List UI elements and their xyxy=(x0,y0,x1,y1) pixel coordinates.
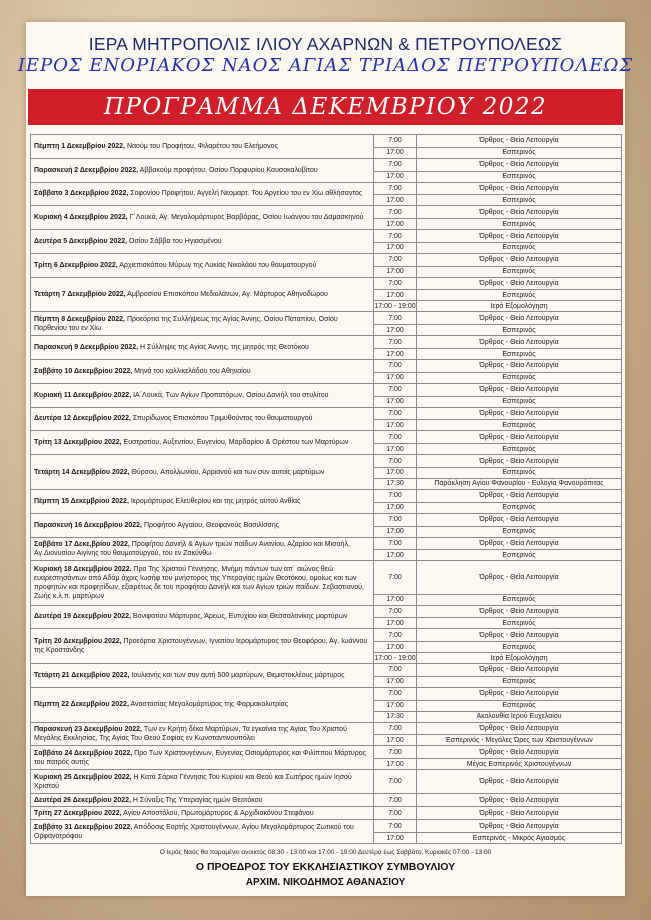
service-name: Όρθρος - Θεία Λειτουργία xyxy=(417,277,622,290)
service-name: Όρθρος - Θεία Λειτουργία xyxy=(417,158,622,171)
day-date: Παρασκευή 2 Δεκεμβρίου 2022, xyxy=(34,166,139,174)
day-description xyxy=(31,722,374,746)
service-time: 7:00 xyxy=(374,277,417,290)
service-name: Ιερά Εξομολόγηση xyxy=(417,301,622,312)
day-description xyxy=(31,206,374,230)
schedule-row xyxy=(31,687,622,700)
service-name: Όρθρος - Θεία Λειτουργία xyxy=(417,561,622,594)
schedule-row xyxy=(31,455,622,468)
service-time: 7:00 xyxy=(374,206,417,219)
day-date: Δευτέρα 12 Δεκεμβρίου 2022, xyxy=(34,415,131,423)
service-time: 7:00 xyxy=(374,537,417,550)
day-date: Σαββάτο 10 Δεκεμβρίου 2022, xyxy=(34,367,133,375)
service-time: 17:00 xyxy=(374,147,417,158)
service-time: 17:00 xyxy=(374,396,417,407)
day-feast: Ευστρατίου, Αυξεντίου, Ευγενίου, Μαρδαρίου & Ορέστου των Μαρτύρων xyxy=(121,439,349,447)
day-description xyxy=(31,513,374,537)
service-name: Όρθρος - Θεία Λειτουργία xyxy=(417,407,622,420)
day-feast: Των εν Κρήτη δέκα Μαρτύρων, Τα εγκαίνια της Αγίας Του Χριστού Μεγάλης Εκκλησίας, Της Αγίας Του Θεού Σοφίας εν Κωνσταντινουπόλει xyxy=(34,726,347,743)
service-time: 7:00 xyxy=(374,489,417,502)
service-name: Εσπερινός xyxy=(417,396,622,407)
day-feast: Μηνά του καλλικελάδου του Αθηναίου xyxy=(132,367,251,375)
day-date: Τετάρτη 14 Δεκεμβρίου 2022, xyxy=(34,468,130,476)
day-feast: Αρχιεπισκόπου Μύρων της Λυκίας Νικολάου του θαυματουργού xyxy=(117,261,317,269)
day-date: Πέμπτη 15 Δεκεμβρίου 2022, xyxy=(34,497,129,505)
service-name: Όρθρος - Θεία Λειτουργία xyxy=(417,206,622,219)
service-time: 7:00 xyxy=(374,513,417,526)
service-name: Όρθρος - Θεία Λειτουργία xyxy=(417,336,622,349)
schedule-row xyxy=(31,206,622,219)
service-time: 7:00 xyxy=(374,431,417,444)
service-time: 17:00 xyxy=(374,420,417,431)
service-time: 17:00 xyxy=(374,642,417,653)
day-feast: Αββακούμ προφήτου, Οσίου Πορφυρίου Καυσοκαλυβίτου xyxy=(138,166,318,174)
service-name: Όρθρος - Θεία Λειτουργία xyxy=(417,605,622,618)
service-time: 17:00 xyxy=(374,502,417,513)
service-name: Όρθρος - Θεία Λειτουργία xyxy=(417,489,622,502)
service-time: 7:00 xyxy=(374,746,417,759)
service-name: Εσπερινός xyxy=(417,550,622,561)
church-heading: ΙΕΡΟΣ ΕΝΟΡΙΑΚΟΣ ΝΑΟΣ ΑΓΙΑΣ ΤΡΙΑΔΟΣ ΠΕΤΡΟΥΠΟΛΕΩΣ xyxy=(17,55,634,76)
service-name: Εσπερινός xyxy=(417,195,622,206)
day-feast: Προ Των Χριστουγέννων, Ευγενίας Οσιομάρτυρος και Φιλίππου Μάρτυρος του πατρός αυτής xyxy=(34,749,366,766)
service-time: 17:00 xyxy=(374,266,417,277)
day-date: Κυριακή 25 Δεκεμβρίου 2022, xyxy=(34,773,132,781)
day-date: Τρίτη 13 Δεκεμβρίου 2022, xyxy=(34,439,122,447)
service-time: 7:00 xyxy=(374,605,417,618)
service-time: 7:00 xyxy=(374,336,417,349)
day-feast: Σοφονίου Προφήτου, Αγγελή Νεομαρτ. Του Αργείου του εν Χίω αθλήσαντος xyxy=(128,190,363,198)
day-feast: Η Κατά Σάρκα Γέννησις Του Κυρίου και Θεού και Σωτήρος ημών Ιησού Χριστού xyxy=(34,773,352,790)
service-name: Όρθρος - Θεία Λειτουργία xyxy=(417,182,622,195)
service-time: 7:00 xyxy=(374,664,417,677)
service-time: 17:00 xyxy=(374,676,417,687)
day-date: Τρίτη 20 Δεκεμβρίου 2022, xyxy=(34,638,122,646)
day-feast: Προ Της Χριστού Γέννησης. Μνήμη πάντων των απ᾽ αιώνος θεώ ευαρεστησάντων από Αδάμ άχρις Ιωσήφ του μνήστορος της Υπεραγίας ημών Θεοτόκου, ομοίως και των προφητών και προφητίδων, εξαιρέτως δε του προφήτου Δανιήλ και των Αγίων τριών παίδων. Σεβαστιανού, Ζωής κ.λ.π. μαρτύρων xyxy=(34,565,364,600)
day-description xyxy=(31,383,374,407)
service-time: 17:00 xyxy=(374,171,417,182)
service-time: 7:00 xyxy=(374,687,417,700)
schedule-row xyxy=(31,431,622,444)
day-description xyxy=(31,455,374,490)
schedule-row xyxy=(31,722,622,735)
service-time: 17:00 xyxy=(374,290,417,301)
service-time: 7:00 xyxy=(374,158,417,171)
service-name: Όρθρος - Θεία Λειτουργία xyxy=(417,820,622,833)
service-time: 7:00 xyxy=(374,722,417,735)
service-time: 17:00 xyxy=(374,735,417,746)
service-time: 17:00 xyxy=(374,618,417,629)
day-date: Πέμπτη 22 Δεκεμβρίου 2022, xyxy=(34,701,129,709)
service-name: Εσπερινός xyxy=(417,676,622,687)
day-date: Πέμπτη 8 Δεκεμβρίου 2022, xyxy=(34,315,125,323)
service-time: 7:00 xyxy=(374,794,417,807)
service-time: 7:00 xyxy=(374,820,417,833)
schedule-row xyxy=(31,277,622,290)
service-time: 17:30 xyxy=(374,711,417,722)
service-time: 7:00 xyxy=(374,407,417,420)
service-time: 7:00 xyxy=(374,253,417,266)
day-description xyxy=(31,135,374,159)
service-time: 17:00 xyxy=(374,833,417,844)
day-feast: Απόδοσις Εορτής Χριστουγέννων, Αγίου Μεγαλομάρτυρος Ζωτικού του Ορφανοτρόφου xyxy=(34,823,354,840)
schedule-row xyxy=(31,770,622,794)
day-description xyxy=(31,561,374,605)
day-date: Σαββάτο 31 Δεκεμβρίου 2022, xyxy=(34,823,133,831)
schedule-row xyxy=(31,360,622,373)
day-description xyxy=(31,360,374,384)
day-date: Σαββάτο 24 Δεκεμβρίου 2022, xyxy=(34,749,133,757)
opening-hours-note: Ο Ιερός Ναός θα παραμένει ανοικτός 08:30 - 13:00 και 17:00 - 19:00 Δευτέρα έως Σαββάτο, Κυριακές 07:00 - 13:00 xyxy=(159,849,492,856)
service-time: 17:00 xyxy=(374,325,417,336)
day-date: Τρίτη 27 Δεκεμβρίου 2022, xyxy=(34,809,122,817)
day-date: Πέμπτη 1 Δεκεμβρίου 2022, xyxy=(34,142,125,150)
schedule-row xyxy=(31,312,622,325)
service-time: 17:00 xyxy=(374,372,417,383)
service-name: Όρθρος - Θεία Λειτουργία xyxy=(417,455,622,468)
service-name: Όρθρος - Θεία Λειτουργία xyxy=(417,722,622,735)
day-description xyxy=(31,489,374,513)
day-date: Κυριακή 18 Δεκεμβρίου 2022. xyxy=(34,565,132,573)
metropolis-heading: ΙΕΡΑ ΜΗΤΡΟΠΟΛΙΣ ΙΛΙΟΥ ΑΧΑΡΝΩΝ & ΠΕΤΡΟΥΠΟΛΕΩΣ xyxy=(88,34,563,54)
service-name: Εσπερινός xyxy=(417,618,622,629)
schedule-row xyxy=(31,383,622,396)
day-feast: Θύρσου, Απολλωνίου, Αρριανού και των συν αυτοίς μαρτύρων xyxy=(129,468,325,476)
day-feast: Προφήτου Αγγαίου, Θεοφανούς Βασιλίσσης xyxy=(142,521,280,529)
schedule-row xyxy=(31,135,622,148)
signature-name: ΑΡΧΙΜ. ΝΙΚΟΔΗΜΟΣ ΑΘΑΝΑΣΙΟΥ xyxy=(245,877,406,888)
schedule-row xyxy=(31,230,622,243)
schedule-table xyxy=(30,134,622,844)
day-feast: Προεόρτια της Συλλήψεως της Αγίας Άννης, Οσίου Παταπίου, Οσίου Παρθενίου του εν Χίω xyxy=(34,315,338,332)
service-time: 17:00 - 19:00 xyxy=(374,302,416,310)
service-time: 17:00 xyxy=(374,594,417,605)
day-description xyxy=(31,431,374,455)
service-name: Όρθρος - Θεία Λειτουργία xyxy=(417,135,622,148)
schedule-row xyxy=(31,489,622,502)
service-name: Όρθρος - Θεία Λειτουργία xyxy=(417,513,622,526)
day-description xyxy=(31,746,374,770)
schedule-row xyxy=(31,158,622,171)
service-name: Εσπερινός xyxy=(417,372,622,383)
service-time: 17:00 xyxy=(374,195,417,206)
day-description xyxy=(31,687,374,722)
service-name: Όρθρος - Θεία Λειτουργία xyxy=(417,383,622,396)
day-description xyxy=(31,407,374,431)
schedule-row xyxy=(31,664,622,677)
day-description xyxy=(31,820,374,844)
service-name: Όρθρος - Θεία Λειτουργία xyxy=(417,629,622,642)
service-time: 7:00 xyxy=(374,312,417,325)
day-feast: Προφήτου Δανιήλ & Αγίων τριών παίδων Ανανίου, Αζαρίου και Μισαήλ, Αγ.Διονυσίου Αιγίνης του θαυματουργού, του εν Ζακύνθω xyxy=(34,540,350,557)
schedule-row xyxy=(31,746,622,759)
service-name: Εσπερινός xyxy=(417,526,622,537)
service-name: Εσπερινός xyxy=(417,266,622,277)
day-feast: Αναστασίας Μεγαλομάρτυρος της Φαρμακολυτρίας xyxy=(128,701,289,709)
service-time: 17:00 xyxy=(374,444,417,455)
day-description xyxy=(31,770,374,794)
day-date: Σάββατο 3 Δεκεμβρίου 2022, xyxy=(34,190,129,198)
service-time: 7:00 xyxy=(374,455,417,468)
service-name: Όρθρος - Θεία Λειτουργία xyxy=(417,794,622,807)
schedule-row xyxy=(31,336,622,349)
service-time: 17:00 xyxy=(374,219,417,230)
service-name: Μέγας Εσπερινός Χριστουγέννων xyxy=(417,759,622,770)
service-time: 7:00 xyxy=(374,360,417,373)
service-time: 7:00 xyxy=(374,230,417,243)
day-date: Τετάρτη 21 Δεκεμβρίου 2022, xyxy=(34,671,130,679)
service-name: Εσπερινός xyxy=(417,420,622,431)
day-feast: Αμβροσίου Επισκόπου Μεδιολάνων, Αγ. Μάρτυρος Αθηνοδώρου xyxy=(125,291,328,299)
day-description xyxy=(31,336,374,360)
schedule-row xyxy=(31,807,622,820)
day-feast: Ιουλιανής και των συν αυτή 500 μαρτύρων, Θεμιστοκλέους μάρτυρος xyxy=(129,671,345,679)
day-description xyxy=(31,794,374,807)
service-time: 17:00 xyxy=(374,759,417,770)
service-name: Ακολουθία Ιερού Ευχελαίου xyxy=(417,711,622,722)
day-date: Τετάρτη 7 Δεκεμβρίου 2022, xyxy=(34,291,126,299)
service-time: 7:00 xyxy=(374,182,417,195)
service-time: 17:30 xyxy=(374,478,417,489)
service-time: 7:00 xyxy=(374,561,417,594)
schedule-row xyxy=(31,182,622,195)
program-title-banner: ΠΡΟΓΡΑΜΜΑ ΔΕΚΕΜΒΡΙΟΥ 2022 xyxy=(28,89,623,125)
day-feast: Προεόρτια Χριστουγέννων, Ιγνατίου Ιερομάρτυρος του Θεοφόρου, Αγ. Ιωάννου της Κροστάνδης xyxy=(34,638,368,655)
service-time: 17:00 xyxy=(374,242,417,253)
day-feast: ΙΑ΄Λουκά, Των Αγίων Προπατόρων, Οσίου Δανιήλ του στυλίτου xyxy=(131,391,329,399)
service-time: 17:00 xyxy=(374,467,417,478)
day-date: Δευτέρα 26 Δεκεμβρίου 2022, xyxy=(34,796,131,804)
service-time: 7:00 xyxy=(374,383,417,396)
day-feast: Ιερομάρτυρος Ελευθερίου και της μητρός αυτού Ανθίας xyxy=(128,497,301,505)
day-feast: Οσίου Σάββα του Ηγιασμένου xyxy=(127,238,222,246)
service-name: Εσπερινός xyxy=(417,219,622,230)
service-name: Εσπερινός xyxy=(417,147,622,158)
day-description xyxy=(31,182,374,206)
day-date: Κυριακή 4 Δεκεμβρίου 2022, xyxy=(34,214,128,222)
service-name: Όρθρος - Θεία Λειτουργία xyxy=(417,770,622,794)
service-name: Ιερά Εξομολόγηση xyxy=(417,653,622,664)
service-name: Παράκληση Αγίου Φανουρίου - Ευλογία Φανουρόπιτας xyxy=(417,478,622,489)
service-name: Όρθρος - Θεία Λειτουργία xyxy=(417,807,622,820)
service-time: 7:00 xyxy=(374,770,417,794)
day-feast: Σπυρίδωνος Επισκόπου Τριμυθούντος του θαυματουργού xyxy=(130,415,313,423)
service-name: Εσπερινός xyxy=(417,467,622,478)
service-name: Όρθρος - Θεία Λειτουργία xyxy=(417,253,622,266)
day-date: Παρασκευή 23 Δεκεμβρίου 2022, xyxy=(34,726,142,734)
service-name: Εσπερινός xyxy=(417,349,622,360)
service-name: Εσπερινός xyxy=(417,290,622,301)
service-name: Εσπερινός xyxy=(417,444,622,455)
schedule-row xyxy=(31,561,622,594)
day-date: Σαββάτο 17 Δεκε,βρίου 2022, xyxy=(34,540,130,548)
day-description xyxy=(31,253,374,277)
service-name: Έσπερινός - Μεγάλες Ώρες των Χριστουγέννων xyxy=(417,735,622,746)
day-feast: Αγίου Αποστόλου, Πρωτομάρτυρος & Αρχιδιακόνου Στεφάνου xyxy=(121,809,314,817)
schedule-row xyxy=(31,605,622,618)
day-date: Παρασκευή 16 Δεκεμβρίου 2022, xyxy=(34,521,142,529)
service-name: Όρθρος - Θεία Λειτουργία xyxy=(417,360,622,373)
service-name: Εσπερινός xyxy=(417,242,622,253)
day-feast: Ναούμ του Προφήτου, Φιλαρέτου του Ελεήμονος xyxy=(125,142,278,150)
service-time: 17:00 xyxy=(374,550,417,561)
day-date: Δευτέρα 5 Δεκεμβρίου 2022, xyxy=(34,238,128,246)
day-description xyxy=(31,277,374,312)
service-name: Όρθρος - Θεία Λειτουργία xyxy=(417,431,622,444)
day-feast: Η Σύλληψις της Αγίας Άννης, της μητρός της Θεοτόκου xyxy=(138,344,309,352)
signature-title: Ο ΠΡΟΕΔΡΟΣ ΤΟΥ ΕΚΚΛΗΣΙΑΣΤΙΚΟΥ ΣΥΜΒΟΥΛΙΟΥ xyxy=(195,861,456,873)
day-description xyxy=(31,230,374,254)
schedule-row xyxy=(31,407,622,420)
service-name: Εσπερινός - Μικρός Αγιασμός xyxy=(417,833,622,844)
service-name: Εσπερινός xyxy=(417,700,622,711)
day-description xyxy=(31,312,374,336)
schedule-row xyxy=(31,794,622,807)
day-feast: Γ΄Λουκά, Αγ. Μεγαλομάρτυρος Βαρβάρας, Οσίου Ιωάννου του Δαμασκηνού xyxy=(127,214,364,222)
service-name: Εσπερινός xyxy=(417,325,622,336)
service-time: 7:00 xyxy=(374,629,417,642)
day-description xyxy=(31,629,374,664)
day-description xyxy=(31,807,374,820)
service-time: 17:00 xyxy=(374,349,417,360)
day-date: Δευτέρα 19 Δεκεμβρίου 2022, xyxy=(34,613,131,621)
schedule-row xyxy=(31,537,622,550)
day-description xyxy=(31,537,374,561)
schedule-row xyxy=(31,253,622,266)
schedule-row xyxy=(31,820,622,833)
service-name: Όρθρος - Θεία Λειτουργία xyxy=(417,664,622,677)
service-time: 17:00 - 19:00 xyxy=(374,654,416,662)
service-name: Εσπερινός xyxy=(417,171,622,182)
service-time: 17:00 xyxy=(374,700,417,711)
service-name: Εσπερινός xyxy=(417,594,622,605)
day-date: Κυριακή 11 Δεκεμβρίου 2022, xyxy=(34,391,132,399)
day-description xyxy=(31,664,374,688)
day-feast: Η Σύναξις Της Υπεραγίας ημών Θεοτόκου xyxy=(130,796,263,804)
day-date: Παρασκευή 9 Δεκεμβρίου 2022, xyxy=(34,344,139,352)
service-name: Εσπερινός xyxy=(417,642,622,653)
service-name: Όρθρος - Θεία Λειτουργία xyxy=(417,230,622,243)
schedule-row xyxy=(31,629,622,642)
service-name: Εσπερινός xyxy=(417,502,622,513)
day-description xyxy=(31,605,374,629)
service-time: 7:00 xyxy=(374,807,417,820)
day-description xyxy=(31,158,374,182)
service-time: 7:00 xyxy=(374,135,417,148)
service-name: Όρθρος - Θεία Λειτουργία xyxy=(417,537,622,550)
service-name: Όρθρος - Θεία Λειτουργία xyxy=(417,312,622,325)
service-name: Όρθρος - Θεία Λειτουργία xyxy=(417,746,622,759)
service-name: Όρθρος - Θεία Λειτουργία xyxy=(417,687,622,700)
day-feast: Βονιφατίου Μάρτυρος, Άρεως, Ευτυχίου και Θεσσαλονίκης μαρτύρων xyxy=(130,613,348,621)
schedule-body xyxy=(31,135,622,844)
schedule-row xyxy=(31,513,622,526)
service-time: 17:00 xyxy=(374,526,417,537)
day-date: Τρίτη 6 Δεκεμβρίου 2022, xyxy=(34,261,118,269)
